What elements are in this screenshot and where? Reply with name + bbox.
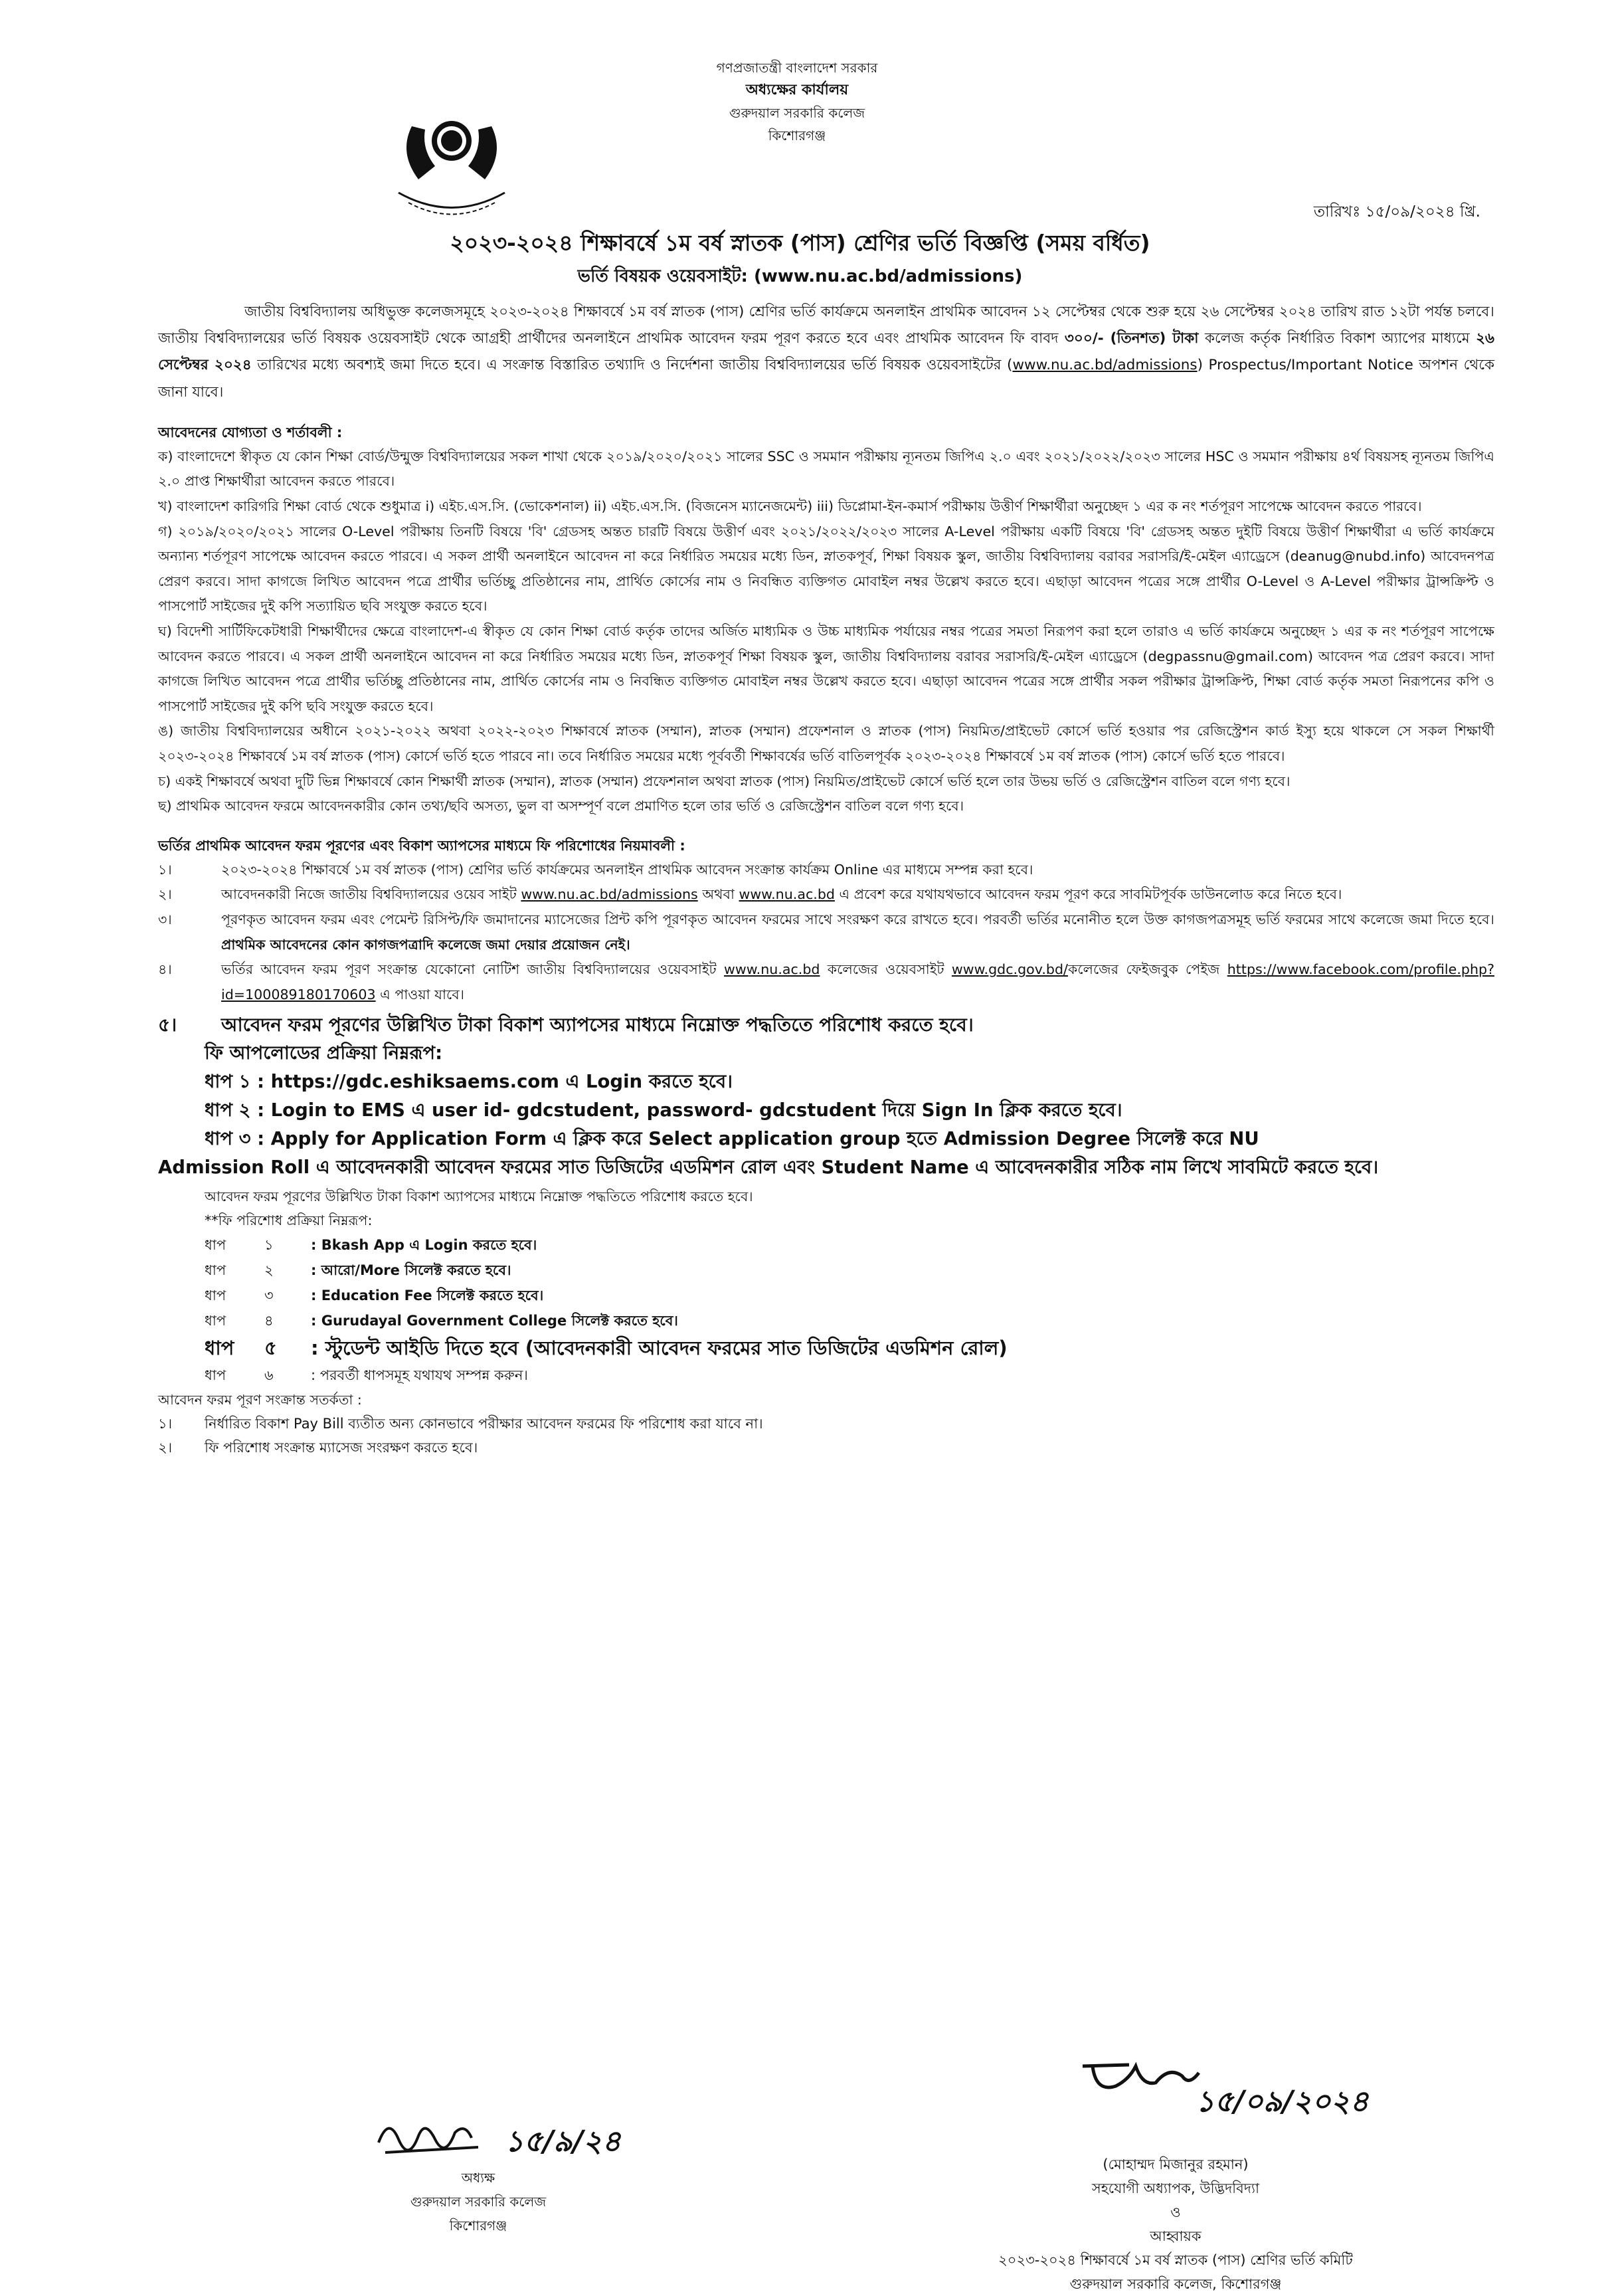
step-text: : আরো/More সিলেক্ট করতে হবে। (311, 1262, 511, 1279)
college-website-link[interactable]: www.gdc.gov.bd/ (951, 961, 1068, 978)
convener-sign-date: ১৫/০৯/২০২৪ (1196, 2085, 1369, 2119)
intro-text: জাতীয় বিশ্ববিদ্যালয় অধিভুক্ত কলেজসমূহে ২০২৩-২০২৪ শিক্ষাবর্ষে ১ম বর্ষ স্নাতক (পাস) শ্রেণির ভর্তি কার্যক্রমে অনলাইন প্রাথমিক আবেদন ১২ সেপ্টেম্বর থেকে শুরু হয়ে ২৬ সেপ্টেম্বর ২০২৪ তারিখ রাত ১২টা পর্যন্ত চলবে। জাতীয় বিশ্ববিদ্যালয়ের ভর্তি বিষয়ক ওয়েবসাইট থেকে আগ্রহী প্রার্থীদের অনলাইনে প্রাথমিক আবেদন ফরম পূরণ করতে হবে এবং প্রাথমিক আবেদন ফি বাবদ (158, 304, 1494, 347)
convener-signature (1076, 2046, 1209, 2106)
rule-item (158, 858, 1494, 883)
caution-item (158, 1436, 1494, 1460)
caution-item (158, 1412, 1494, 1436)
rule-item (158, 957, 1494, 1007)
upload-heading: ফি আপলোডের প্রক্রিয়া নিম্নরূপ: (205, 1042, 443, 1064)
notice-subtitle: ভর্তি বিষয়ক ওয়েবসাইট: (www.nu.ac.bd/admissions) (577, 266, 1023, 286)
step-label: ধাপ (205, 1288, 226, 1304)
gov-line: গণপ্রজাতন্ত্রী বাংলাদেশ সরকার (716, 60, 878, 76)
committee-college: গুরুদয়াল সরকারি কলেজ, কিশোরগঞ্জ (1069, 2276, 1282, 2292)
caution-number: ১। (158, 1416, 173, 1432)
rule-number: ৫। (158, 1014, 177, 1036)
rule-text-part: পূরণকৃত আবেদন ফরম এবং পেমেন্ট রিসিপ্ট/ফি জমাদানের ম্যাসেজের প্রিন্ট কপি পূরণকৃত আবেদন ফরমের সাথে সংরক্ষণ করে রাখতে হবে। পরবর্তী ভর্তির মনোনীত হলে উক্ত কাগজপত্রসমূহ ভর্তি ফরমের সাথে কলেজে জমা দিতে হবে। (221, 911, 1494, 927)
notice-title: ২০২৩-২০২৪ শিক্ষাবর্ষে ১ম বর্ষ স্নাতক (পাস) শ্রেণির ভর্তি বিজ্ঞপ্তি (সময় বর্ধিত) (450, 230, 1150, 256)
step-label: ধাপ (205, 1237, 226, 1254)
payment-note: আবেদন ফরম পূরণের উল্লিখিত টাকা বিকাশ অ্যাপসের মাধ্যমে নিম্নোক্ত পদ্ধতিতে পরিশোধ করতে হবে। (205, 1189, 753, 1205)
rules-heading: ভর্তির প্রাথমিক আবেদন ফরম পূরণের এবং বিকাশ অ্যাপসের মাধ্যমে ফি পরিশোধের নিয়মাবলী : (158, 837, 685, 854)
step-number: ৬ (264, 1367, 274, 1384)
step-label: ধাপ (205, 1337, 234, 1360)
payment-steps (158, 1232, 1494, 1388)
rule-number: ২। (158, 886, 172, 903)
facebook-page-link[interactable]: https://www.facebook.com/profile.php?id=100089180170603 (221, 961, 1495, 1003)
intro-text: কলেজ কর্তৃক নির্ধারিত বিকাশ অ্যাপের মাধ্যমে (1204, 330, 1470, 347)
notice-body (158, 299, 1494, 1460)
eligibility-item: ক) বাংলাদেশে স্বীকৃত যে কোন শিক্ষা বোর্ড/উন্মুক্ত বিশ্ববিদ্যালয়ের সকল শাখা থেকে ২০১৯/২০২০/২০২১ সালের SSC ও সমমান পরীক্ষায় ন্যূনতম জিপিএ ২.০ এবং ২০২১/২০২২/২০২৩ সালের HSC ও সমমান পরীক্ষায় ৪র্থ বিষয়সহ ন্যূনতম জিপিএ ২.০ প্রাপ্ত শিক্ষার্থীরা আবেদন করতে পারবে। (158, 448, 1494, 490)
rule-text-part: এ প্রবেশ করে যথাযথভাবে আবেদন ফরম পূরণ করে সাবমিটপূর্বক ডাউনলোড করে নিতে হবে। (834, 886, 1342, 903)
principal-district: কিশোরগঞ্জ (449, 2218, 507, 2234)
rule-text: ২০২৩-২০২৪ শিক্ষাবর্ষে ১ম বর্ষ স্নাতক (পাস) শ্রেণির ভর্তি কার্যক্রমের অনলাইন প্রাথমিক আবেদন সংক্রান্ত কার্যক্রম Online এর মাধ্যমে সম্পন্ন করা হবে। (221, 861, 1033, 878)
step-number: ৫ (264, 1337, 277, 1360)
payment-step (158, 1308, 1494, 1333)
rule-text-part: কলেজের ওয়েবসাইট (820, 961, 952, 978)
payment-step (158, 1258, 1494, 1283)
eligibility-item: ছ) প্রাথমিক আবেদন ফরমে আবেদনকারীর কোন তথ্য/ছবি অসত্য, ভুল বা অসম্পূর্ণ বলে প্রমাণিত হলে তার ভর্তি ও রেজিস্ট্রেশন বাতিল বলে গণ্য হবে। (158, 798, 964, 814)
step-number: ৩ (264, 1288, 274, 1304)
upload-step-continued: Admission Roll এ আবেদনকারী আবেদন ফরমের সাত ডিজিটের এডমিশন রোল এবং Student Name এ আবেদনকারীর সঠিক নাম লিখে সাবমিটে করতে হবে। (158, 1157, 1379, 1179)
rule-number: ৪। (158, 961, 172, 978)
step-label: ধাপ (205, 1313, 226, 1329)
principal-college: গুরুদয়াল সরকারি কলেজ (410, 2194, 547, 2210)
rule-item (158, 882, 1494, 908)
nu-link[interactable]: www.nu.ac.bd (739, 886, 835, 903)
step-text: : স্টুডেন্ট আইডি দিতে হবে (আবেদনকারী আবেদন ফরমের সাত ডিজিটের এডমিশন রোল) (311, 1337, 1008, 1360)
payment-step (158, 1333, 1494, 1363)
rule-text (221, 957, 1494, 1007)
rule-number: ৩। (158, 911, 172, 927)
step-number: ১ (264, 1237, 274, 1254)
rule-text (221, 908, 1494, 957)
rule-text-part: অথবা (697, 886, 739, 903)
payment-step (158, 1232, 1494, 1258)
college-logo (372, 86, 531, 219)
step-text: : Education Fee সিলেক্ট করতে হবে। (311, 1288, 544, 1304)
intro-text: তারিখের মধ্যে অবশ্যই জমা দিতে হবে। এ সংক্রান্ত বিস্তারিত তথ্যাদি ও নির্দেশনা জাতীয় বিশ্ববিদ্যালয়ের ভর্তি বিষয়ক ওয়েবসাইটের ( (257, 357, 1013, 374)
nu-admissions-link[interactable]: www.nu.ac.bd/admissions (521, 886, 698, 903)
step-label: ধাপ (205, 1262, 226, 1279)
deadline-date: ২৬ সেপ্টেম্বর ২০২৪ (158, 330, 1495, 374)
step-text: : Gurudayal Government College সিলেক্ট করতে হবে। (311, 1313, 678, 1329)
rule-item-5 (158, 1011, 1494, 1039)
convener-and: ও (1170, 2204, 1181, 2220)
caution-text: ফি পরিশোধ সংক্রান্ত ম্যাসেজ সংরক্ষণ করতে হবে। (205, 1440, 478, 1456)
rule-text-part: কলেজের ফেইজবুক পেইজ (1068, 961, 1227, 978)
rule-text (221, 882, 1494, 908)
upload-step: ধাপ ২ : Login to EMS এ user id- gdcstudent, password- gdcstudent দিয়ে Sign In ক্লিক করতে হবে। (205, 1100, 1122, 1121)
admissions-link[interactable]: www.nu.ac.bd/admissions (1012, 357, 1198, 374)
payment-heading: **ফি পরিশোধ প্রক্রিয়া নিম্নরূপ: (205, 1212, 373, 1229)
caution-text: নির্ধারিত বিকাশ Pay Bill ব্যতীত অন্য কোনভাবে পরীক্ষার আবেদন ফরমের ফি পরিশোধ করা যাবে না। (205, 1416, 763, 1432)
college-line: গুরুদয়াল সরকারি কলেজ (729, 105, 865, 121)
principal-signature (372, 2106, 491, 2166)
eligibility-item: চ) একই শিক্ষাবর্ষে অথবা দুটি ভিন্ন শিক্ষাবর্ষে কোন শিক্ষার্থী স্নাতক (সম্মান), স্নাতক (সম্মান) প্রফেশনাল অথবা স্নাতক (পাস) নিয়মিত/প্রাইভেট কোর্সে ভর্তি হলে তার উভয় ভর্তি ও রেজিস্ট্রেশন বাতিল বলে গণ্য হবে। (158, 773, 1290, 789)
convener-name: (মোহাম্মদ মিজানুর রহমান) (1103, 2156, 1249, 2172)
principal-sign-date: ১৫/৯/২৪ (505, 2125, 621, 2158)
district-line: কিশোরগঞ্জ (768, 128, 826, 144)
rule-text: আবেদন ফরম পূরণের উল্লিখিত টাকা বিকাশ অ্যাপসের মাধ্যমে নিম্নোক্ত পদ্ধতিতে পরিশোধ করতে হবে। (221, 1014, 974, 1036)
fee-amount: ৩০০/- (তিনশত) টাকা (1064, 330, 1199, 347)
eligibility-item: গ) ২০১৯/২০২০/২০২১ সালের O-Level পরীক্ষায় তিনটি বিষয়ে 'বি' গ্রেডসহ অন্তত চারটি বিষয়ে উত্তীর্ণ এবং ২০২১/২০২২/২০২৩ সালের A-Level পরীক্ষায় একটি বিষয়ে 'বি' গ্রেডসহ অন্তত দুইটি বিষয়ে উত্তীর্ণ শিক্ষার্থীরা এ ভর্তি কার্যক্রমে অন্যান্য শর্তপূরণ সাপেক্ষে আবেদন করতে পারবে। এ সকল প্রার্থী অনলাইনে আবেদন না করে নির্ধারিত সময়ের মধ্যে ডিন, স্নাতকপূর্ব, শিক্ষা বিষয়ক স্কুল, জাতীয় বিশ্ববিদ্যালয় বরাবর সরাসরি/ই-মেইল এ্যাড্রেসে (deanug@nubd.info) আবেদনপত্র প্রেরণ করবে। সাদা কাগজে লিখিত আবেদন পত্রে প্রার্থীর ভর্তিচ্ছু প্রতিষ্ঠানের নাম, প্রার্থিত কোর্সের নাম ও নিবন্ধিত ব্যক্তিগত মোবাইল নম্বর উল্লেখ করতে হবে। এছাড়া আবেদন পত্রের সঙ্গে প্রার্থীর O-Level ও A-Level পরীক্ষার ট্রান্সক্রিপ্ট ও পাসপোর্ট সাইজের দুই কপি সত্যায়িত ছবি সংযুক্ত করতে হবে। (158, 523, 1494, 615)
payment-step (158, 1283, 1494, 1308)
office-line: অধ্যক্ষের কার্যালয় (745, 82, 849, 98)
step-number: ৪ (264, 1313, 274, 1329)
office-header (611, 56, 983, 147)
rule-text-part: আবেদনকারী নিজে জাতীয় বিশ্ববিদ্যালয়ের ওয়েব সাইট (221, 886, 521, 903)
rule-text-bold: প্রাথমিক আবেদনের কোন কাগজপত্রাদি কলেজে জমা দেয়ার প্রয়োজন নেই। (221, 936, 630, 953)
payment-step (158, 1363, 1494, 1388)
eligibility-item: খ) বাংলাদেশ কারিগরি শিক্ষা বোর্ড থেকে শুধুমাত্র i) এইচ.এস.সি. (ভোকেশনাল) ii) এইচ.এস.সি. (বিজনেস ম্যানেজমেন্ট) iii) ডিপ্লোমা-ইন-কমার্স পরীক্ষায় উত্তীর্ণ শিক্ষার্থীরা অনুচ্ছেদ ১ এর ক নং শর্তপূরণ সাপেক্ষে আবেদন করতে পারবে। (158, 498, 1422, 514)
caution-number: ২। (158, 1440, 173, 1456)
notice-date: তারিখঃ ১৫/০৯/২০২৪ খ্রি. (1313, 203, 1480, 221)
caution-heading: আবেদন ফরম পূরণ সংক্রান্ত সতর্কতা : (158, 1392, 362, 1408)
eligibility-heading: আবেদনের যোগ্যতা ও শর্তাবলী : (158, 424, 343, 440)
principal-role: অধ্যক্ষ (461, 2170, 495, 2186)
step-number: ২ (264, 1262, 274, 1279)
upload-step: ধাপ ১ : https://gdc.eshiksaems.com এ Login করতে হবে। (205, 1071, 733, 1093)
rule-text-part: এ পাওয়া যাবে। (375, 986, 465, 1003)
eligibility-item: ঘ) বিদেশী সার্টিফিকেটধারী শিক্ষার্থীদের ক্ষেত্রে বাংলাদেশ-এ স্বীকৃত যে কোন শিক্ষা বোর্ড কর্তৃক তাদের অর্জিত মাধ্যমিক ও উচ্চ মাধ্যমিক পর্যায়ের নম্বর পত্রের সমতা নিরূপণ করা হলে তারাও এ ভর্তি কার্যক্রমে অনুচ্ছেদ ১ এর ক নং শর্তপূরণ সাপেক্ষে আবেদন করতে পারবে। এ সকল প্রার্থী অনলাইনে আবেদন না করে নির্ধারিত সময়ের মধ্যে ডিন, স্নাতকপূর্ব শিক্ষা বিষয়ক স্কুল, জাতীয় বিশ্ববিদ্যালয় বরাবর সরাসরি/ই-মেইল এ্যাড্রেসে (degpassnu@gmail.com) আবেদন পত্র প্রেরণ করবে। সাদা কাগজে লিখিত আবেদন পত্রে প্রার্থীর ভর্তিচ্ছু প্রতিষ্ঠানের নাম, প্রার্থিত কোর্সের নাম ও নিবন্ধিত ব্যক্তিগত মোবাইল নম্বর উল্লেখ করতে হবে। এছাড়া আবেদন পত্রের সঙ্গে প্রার্থীর সকল পরীক্ষার ট্রান্সক্রিপ্ট, শিক্ষা বোর্ড কর্তৃক সমতা নিরূপনের কপি ও পাসপোর্ট সাইজের দুই কপি ছবি সংযুক্ত করতে হবে। (158, 622, 1495, 714)
step-label: ধাপ (205, 1367, 226, 1384)
intro-paragraph (158, 299, 1494, 406)
rule-item (158, 908, 1494, 957)
convener-designation: সহযোগী অধ্যাপক, উদ্ভিদবিদ্যা (1091, 2180, 1260, 2196)
nu-link[interactable]: www.nu.ac.bd (724, 961, 820, 978)
rule-number: ১। (158, 861, 172, 878)
convener-block (963, 2152, 1388, 2296)
step-text: : Bkash App এ Login করতে হবে। (311, 1237, 537, 1254)
convener-role: আহ্বায়ক (1150, 2228, 1201, 2244)
rule-text-part: ভর্তির আবেদন ফরম পূরণ সংক্রান্ত যেকোনো নোটিশ জাতীয় বিশ্ববিদ্যালয়ের ওয়েবসাইট (221, 961, 725, 978)
principal-block (332, 2166, 624, 2238)
step-text: : পরবর্তী ধাপসমূহ যথাযথ সম্পন্ন করুন। (311, 1367, 528, 1384)
committee-name: ২০২৩-২০২৪ শিক্ষাবর্ষে ১ম বর্ষ স্নাতক (পাস) শ্রেণির ভর্তি কমিটি (998, 2252, 1353, 2268)
eligibility-item: ঙ) জাতীয় বিশ্ববিদ্যালয়ের অধীনে ২০২১-২০২২ অথবা ২০২২-২০২৩ শিক্ষাবর্ষে স্নাতক (সম্মান), স্নাতক (সম্মান) প্রফেশনাল ও স্নাতক (পাস) নিয়মিত/প্রাইভেট কোর্সে ভর্তি হওয়ার পর রেজিস্ট্রেশন কার্ড ইস্যু হয়ে থাকলে সে সকল শিক্ষার্থী ২০২৩-২০২৪ শিক্ষাবর্ষে ১ম বর্ষ স্নাতক (পাস) কোর্সে ভর্তি হতে পারবে না। তবে নির্ধারিত সময়ের মধ্যে পূর্ববর্তী শিক্ষাবর্ষের ভর্তি বাতিলপূর্বক ২০২৩-২০২৪ শিক্ষাবর্ষে ১ম বর্ষ স্নাতক (পাস) কোর্সে ভর্তি হতে পারবে। (158, 723, 1494, 764)
intro-text: ) Prospectus/Important Notice অপশন থেকে জানা যাবে। (158, 357, 1495, 401)
upload-step: ধাপ ৩ : Apply for Application Form এ ক্লিক করে Select application group হতে Admission Degree সিলেক্ট করে NU (205, 1128, 1259, 1150)
